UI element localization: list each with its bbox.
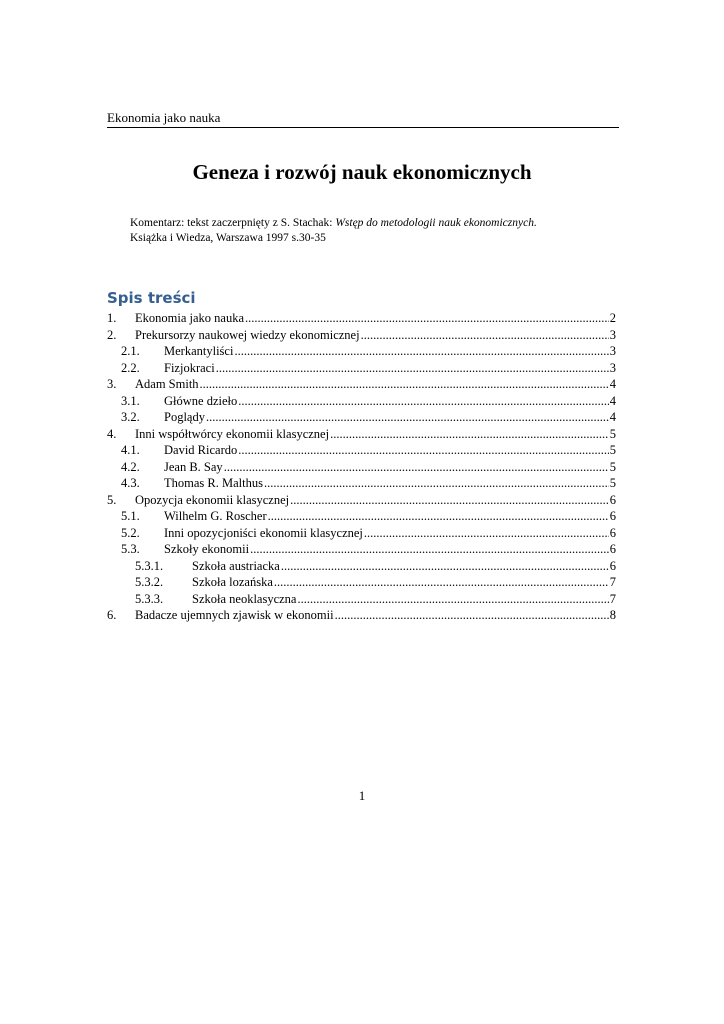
toc-entry[interactable] [107,393,616,410]
toc-entry-number: 4. [107,426,117,441]
comment-prefix: Komentarz: tekst zaczerpnięty z S. Stachak: [130,217,336,229]
comment-publisher: Książka i Wiedza, Warszawa 1997 s.30-35 [130,232,326,244]
toc-entry-page: 2 [609,311,616,325]
toc-entry-number: 2. [107,327,117,342]
toc-entry[interactable] [107,541,616,558]
toc-entry[interactable] [107,492,616,509]
toc-entry-page: 3 [609,327,616,342]
toc-entry-page: 3 [609,344,616,358]
toc-leader-dots [274,574,609,591]
toc-entry-label: Poglądy [164,410,205,424]
toc-entry-label: Szkoła lozańska [192,575,273,589]
toc-entry-page: 5 [609,459,616,474]
comment-book-title: Wstęp do metodologii nauk ekonomicznych. [335,217,537,229]
toc-leader-dots [364,525,609,542]
toc-entry[interactable] [107,376,616,393]
toc-leader-dots [250,541,609,558]
toc-entry-page: 5 [609,426,616,441]
toc-entry[interactable] [107,426,616,443]
toc-entry-label: Opozycja ekonomii klasycznej [135,492,290,507]
toc-entry-label: Jean B. Say [164,459,223,474]
toc-entry-number: 4.2. [121,459,140,474]
toc-entry[interactable] [107,343,616,360]
toc-entry-label: Prekursorzy naukowej wiedzy ekonomicznej [135,327,360,342]
toc-entry-page: 6 [609,558,616,573]
toc-entry[interactable] [107,607,616,624]
toc-leader-dots [330,426,609,443]
toc-entry-label: Ekonomia jako nauka [135,311,244,325]
toc-entry-label: David Ricardo [164,443,238,457]
toc-entry-label: Badacze ujemnych zjawisk w ekonomii [135,608,334,622]
toc-entry-page: 7 [609,575,616,589]
toc-entry-page: 5 [609,443,616,457]
toc-leader-dots [245,310,609,327]
toc-entry[interactable] [107,459,616,476]
toc-entry[interactable] [107,475,616,492]
toc-entry[interactable] [107,409,616,426]
toc-entry-number: 5.2. [121,525,140,540]
toc-entry-label: Inni opozycjoniści ekonomii klasycznej [164,525,363,540]
toc-entry-number: 2.1. [121,344,140,358]
page-header: Ekonomia jako nauka [107,110,619,128]
toc-entry-label: Wilhelm G. Roscher [164,509,267,523]
toc-entry[interactable] [107,525,616,542]
toc-leader-dots [297,591,608,608]
toc-leader-dots [234,343,608,360]
document-title: Geneza i rozwój nauk ekonomicznych [192,160,532,184]
source-comment [130,216,617,246]
toc-entry-page: 6 [609,542,616,556]
toc-entry[interactable] [107,327,616,344]
toc-leader-dots [238,393,609,410]
toc-entry-page: 5 [609,476,616,490]
toc-entry-page: 8 [609,608,616,622]
toc-entry-page: 4 [609,377,616,391]
toc-entry-label: Thomas R. Malthus [164,476,263,490]
toc-entry-number: 5.3.2. [135,575,164,589]
toc-entry-page: 6 [609,525,616,540]
toc-entry-label: Fizjokraci [164,360,215,375]
toc-entry-label: Merkantyliści [164,344,234,358]
page-number: 1 [358,788,366,803]
toc-entry-number: 4.1. [121,443,140,457]
toc-entry[interactable] [107,310,616,327]
toc-entry-label: Szkoły ekonomii [164,542,250,556]
toc-entry[interactable] [107,442,616,459]
toc-entry-label: Główne dzieło [164,393,238,408]
toc-leader-dots [361,327,609,344]
toc-entry-page: 6 [609,492,616,507]
toc-leader-dots [206,409,609,426]
toc-entry-number: 4.3. [121,476,140,490]
toc-leader-dots [216,360,609,377]
toc-entry-page: 4 [609,393,616,408]
toc-entry[interactable] [107,360,616,377]
toc-entry-page: 6 [609,509,616,523]
toc-entry-number: 3.2. [121,410,140,424]
toc-leader-dots [281,558,609,575]
toc-entry-number: 3.1. [121,393,140,408]
toc-entry-number: 5.1. [121,509,140,523]
toc-leader-dots [268,508,609,525]
toc-entry-label: Inni współtwórcy ekonomii klasycznej [135,426,330,441]
toc-entry-label: Adam Smith [135,377,199,391]
toc-entry-label: Szkoła austriacka [192,558,280,573]
toc-entry[interactable] [107,508,616,525]
toc-entry[interactable] [107,591,616,608]
toc-entry-number: 1. [107,311,117,325]
toc-entry-number: 5.3.3. [135,591,164,606]
toc-heading: Spis treści [107,289,196,307]
toc-entry-page: 7 [609,591,616,606]
toc-entry-number: 2.2. [121,360,140,375]
toc-entry-page: 3 [609,360,616,375]
toc-entry-number: 5.3. [121,542,140,556]
toc-entry-page: 4 [609,410,616,424]
toc-leader-dots [335,607,609,624]
toc-entry-number: 5. [107,492,117,507]
toc-entry-number: 3. [107,377,117,391]
toc-entry-label: Szkoła neoklasyczna [192,591,297,606]
toc-entry-number: 6. [107,608,117,622]
toc-leader-dots [224,459,609,476]
toc-leader-dots [238,442,609,459]
toc-entry-number: 5.3.1. [135,558,164,573]
toc-entry[interactable] [107,574,616,591]
toc-leader-dots [290,492,609,509]
toc-leader-dots [264,475,609,492]
toc-leader-dots [200,376,609,393]
table-of-contents [107,310,616,624]
toc-entry[interactable] [107,558,616,575]
